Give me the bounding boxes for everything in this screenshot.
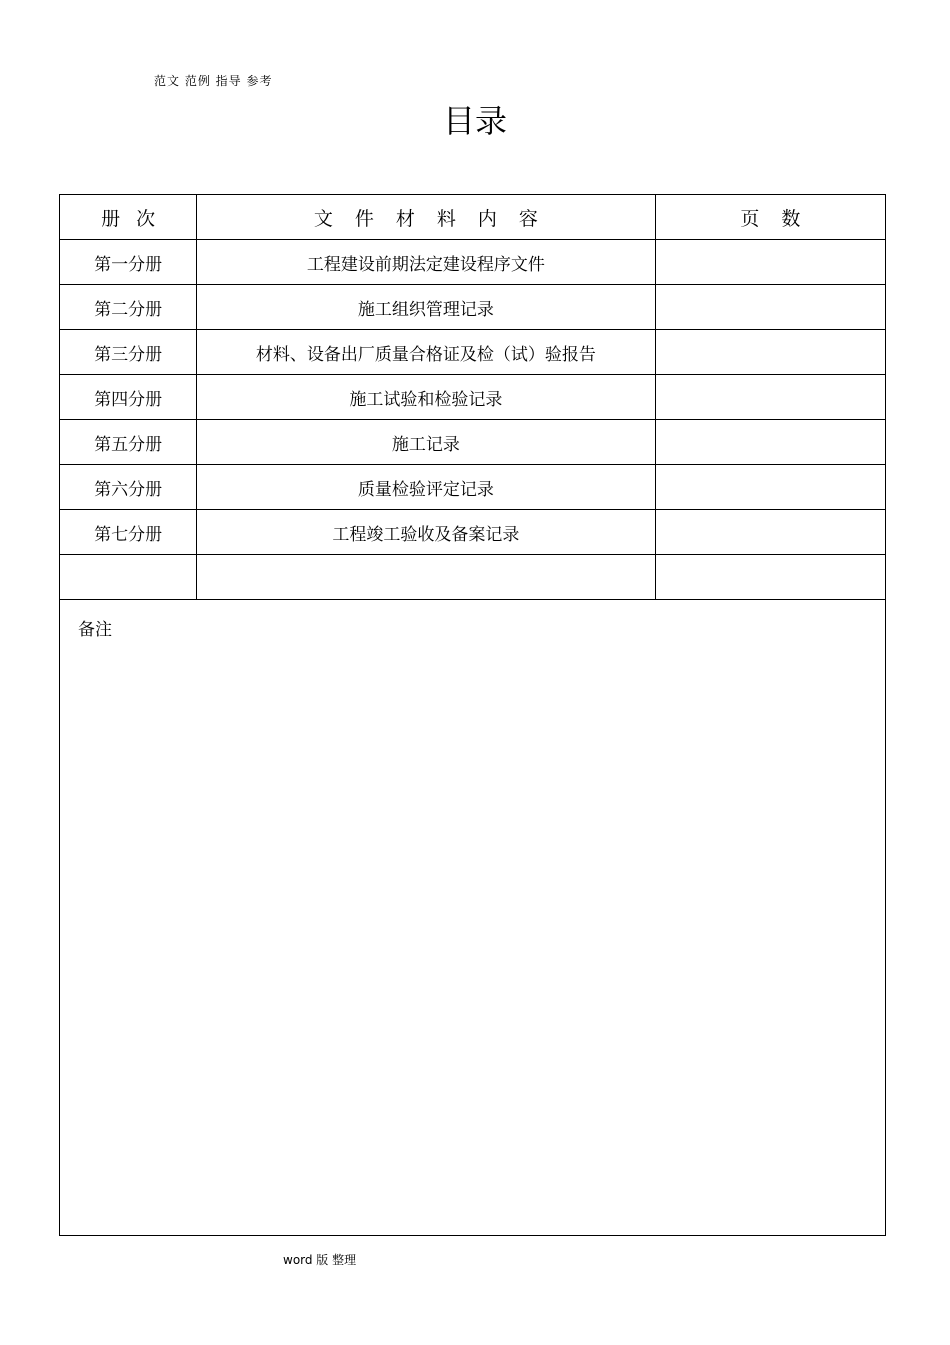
cell-volume bbox=[60, 555, 197, 600]
cell-volume: 第六分册 bbox=[60, 465, 197, 510]
cell-pages bbox=[655, 375, 885, 420]
table-header-row bbox=[60, 195, 886, 240]
table-row bbox=[60, 240, 886, 285]
cell-pages bbox=[655, 330, 885, 375]
cell-volume: 第三分册 bbox=[60, 330, 197, 375]
cell-content: 工程建设前期法定建设程序文件 bbox=[197, 240, 656, 285]
table-row bbox=[60, 330, 886, 375]
table-row bbox=[60, 510, 886, 555]
table-row bbox=[60, 285, 886, 330]
cell-content bbox=[197, 555, 656, 600]
table-row bbox=[60, 420, 886, 465]
cell-pages bbox=[655, 510, 885, 555]
cell-content: 材料、设备出厂质量合格证及检（试）验报告 bbox=[197, 330, 656, 375]
header-note: 范文 范例 指导 参考 bbox=[154, 74, 273, 88]
cell-volume: 第七分册 bbox=[60, 510, 197, 555]
cell-content: 工程竣工验收及备案记录 bbox=[197, 510, 656, 555]
table-row bbox=[60, 555, 886, 600]
cell-pages bbox=[655, 285, 885, 330]
footer-note: word 版 整理 bbox=[283, 1253, 357, 1267]
header-content: 文件材料内容 bbox=[197, 195, 656, 240]
cell-pages bbox=[655, 240, 885, 285]
remarks-box bbox=[59, 599, 886, 1236]
header-pages: 页数 bbox=[655, 195, 885, 240]
table-row bbox=[60, 465, 886, 510]
cell-pages bbox=[655, 555, 885, 600]
cell-volume: 第五分册 bbox=[60, 420, 197, 465]
toc-table bbox=[59, 194, 886, 600]
cell-content: 施工组织管理记录 bbox=[197, 285, 656, 330]
cell-pages bbox=[655, 420, 885, 465]
cell-content: 施工试验和检验记录 bbox=[197, 375, 656, 420]
cell-volume: 第二分册 bbox=[60, 285, 197, 330]
header-volume: 册次 bbox=[60, 195, 197, 240]
page-title: 目录 bbox=[442, 102, 507, 140]
cell-pages bbox=[655, 465, 885, 510]
cell-volume: 第一分册 bbox=[60, 240, 197, 285]
table-row bbox=[60, 375, 886, 420]
cell-volume: 第四分册 bbox=[60, 375, 197, 420]
cell-content: 质量检验评定记录 bbox=[197, 465, 656, 510]
remarks-label: 备注 bbox=[78, 620, 112, 640]
cell-content: 施工记录 bbox=[197, 420, 656, 465]
